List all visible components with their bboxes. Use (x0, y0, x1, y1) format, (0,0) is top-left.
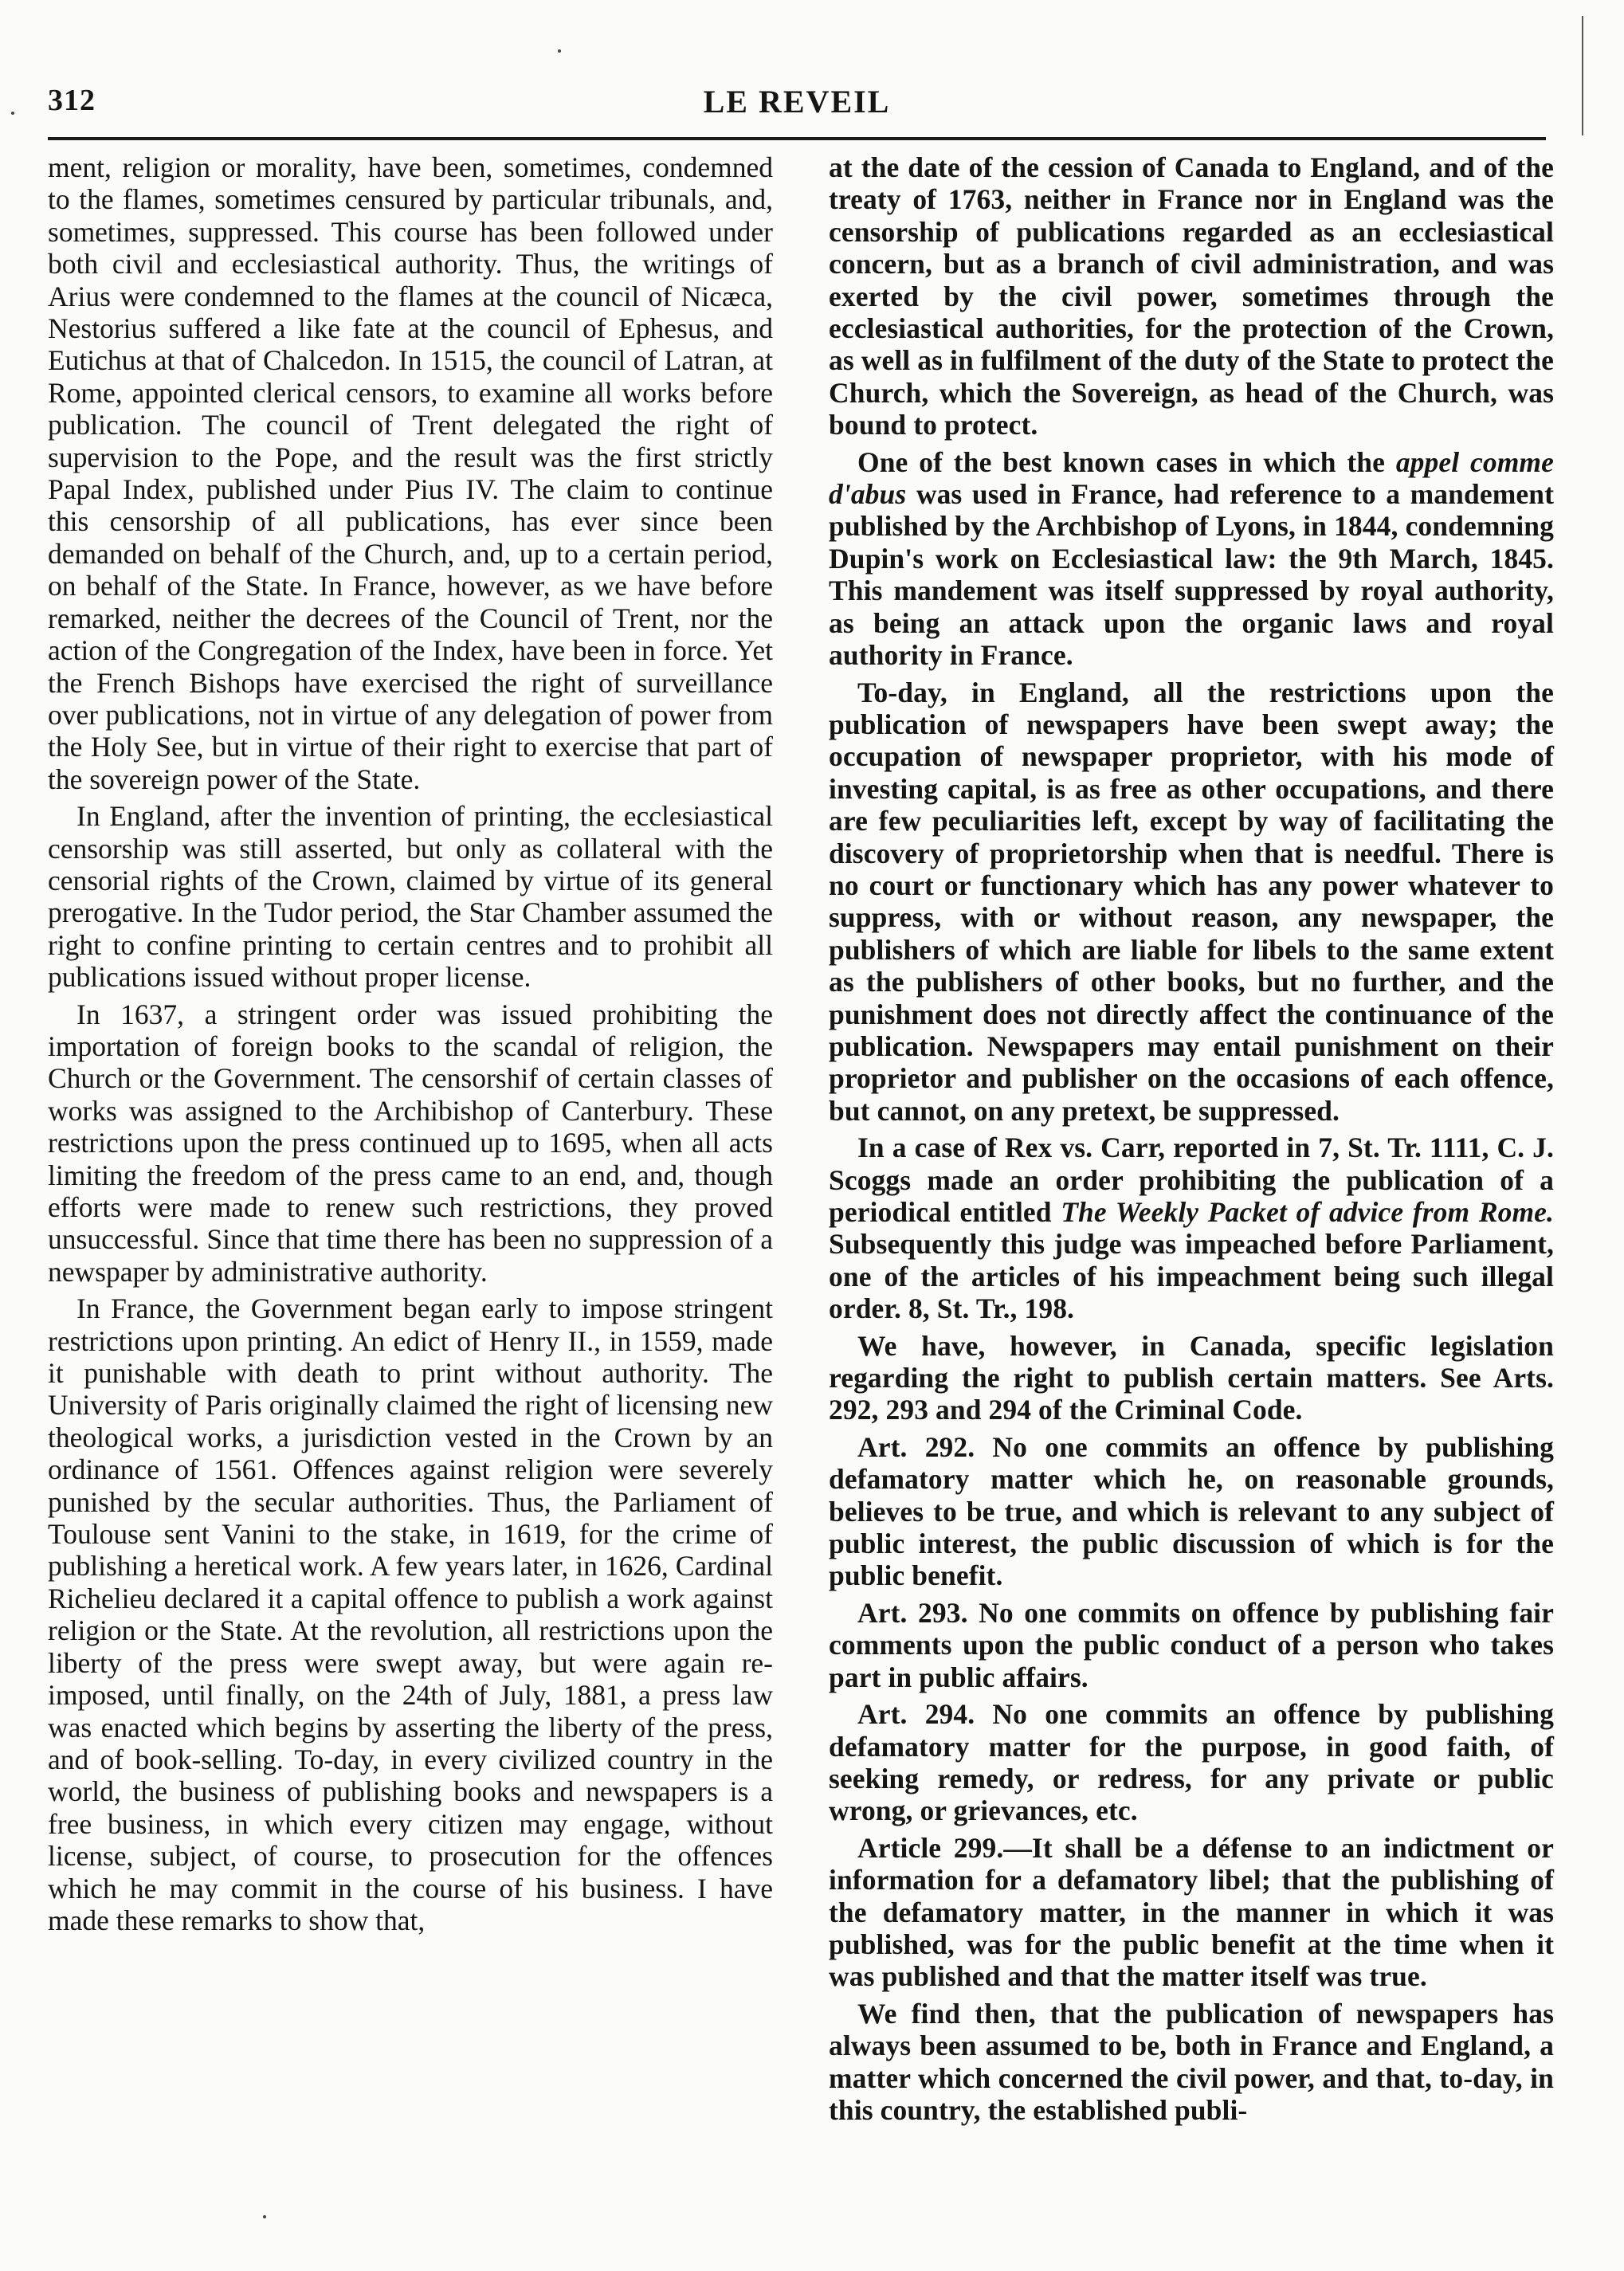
text-run: One of the best known cases in which the (857, 445, 1396, 478)
text-run: In a case of Rex vs. Carr, reported in 7, St. Tr. 1111, C. J. Scoggs made an order prohibiting the publication of a periodical entitled (829, 1132, 1554, 1228)
page-number: 312 (48, 84, 96, 117)
paragraph (829, 1132, 1554, 1324)
paragraph: In England, after the invention of printing, the ecclesiastical censorship was still asserted, but only as collateral with the censorial rights of the Crown, claimed by virtue of its general prerogative. In the Tudor period, the Star Chamber assumed the right to confine printing to certain centres and to prohibit all publications issued without proper license. (48, 800, 773, 994)
left-column (48, 151, 773, 2191)
paragraph (829, 446, 1554, 672)
text-run: Subsequently this judge was impeached before Parliament, one of the articles of his impeachment being such illegal order. 8, St. Tr., 198. (829, 1228, 1554, 1325)
paragraph: Art. 293. No one commits on offence by publishing fair comments upon the public conduct of a person who takes part in public affairs. (829, 1596, 1554, 1693)
print-speck (558, 49, 561, 53)
running-head: LE REVEIL (703, 84, 891, 120)
paragraph: Article 299.—It shall be a défense to an indictment or information for a defamatory libel; that the publishing of the defamatory matter, in the manner in which it was published, was for the public benefit at the time when it was published and that the matter itself was true. (829, 1831, 1554, 1993)
paragraph: We have, however, in Canada, specific legislation regarding the right to publish certain matters. See Arts. 292, 293 and 294 of the Criminal Code. (829, 1329, 1554, 1426)
italic-title: The Weekly Packet of advice from Rome. (1061, 1196, 1554, 1228)
print-speck (263, 2215, 266, 2218)
paragraph: To-day, in England, all the restrictions upon the publication of newspapers have been swept away; the occupation of newspaper proprietor, with his mode of investing capital, is as free as other occupations, and there are few peculiarities left, except by way of facilitating the discovery of proprietorship when that is needful. There is no court or functionary which has any power whatever to suppress, with or without reason, any newspaper, the publishers of which are liable for libels to the same extent as the publishers of other books, but no further, and the punishment does not directly affect the continuance of the publication. Newspapers may entail punishment on their proprietor and publisher on the occasions of each offence, but cannot, on any pretext, be suppressed. (829, 676, 1554, 1127)
paragraph: In France, the Government began early to impose stringent restrictions upon printing. An edict of Henry II., in 1559, made it punishable with death to print without authority. The University of Paris originally claimed the right of licensing new theological works, a jurisdiction vested in the Crown by an ordinance of 1561. Offences against religion were severely punished by the secular authorities. Thus, the Parliament of Toulouse sent Vanini to the stake, in 1619, for the crime of publishing a heretical work. A few years later, in 1626, Cardinal Richelieu declared it a capital offence to publish a work against religion or the State. At the revolution, all restrictions upon the liberty of the press were swept away, but were again re-imposed, until finally, on the 24th of July, 1881, a press law was enacted which begins by asserting the liberty of the press, and of book-selling. To-day, in every civilized country in the world, the business of publishing books and newspapers is a free business, in which every citizen may engage, without license, subject, of course, to prosecution for the offences which he may commit in the course of his business. I have made these remarks to show that, (48, 1292, 773, 1936)
print-speck (11, 112, 14, 115)
page-header (48, 83, 1546, 127)
paragraph: Art. 294. No one commits an offence by publishing defamatory matter for the purpose, in good faith, of seeking remedy, or redress, for any private or public wrong, or grievances, etc. (829, 1698, 1554, 1827)
paragraph: We find then, that the publication of newspapers has always been assumed to be, both in France and England, a matter which concerned the civil power, and that, to-day, in this country, the established publi- (829, 1997, 1554, 2126)
paragraph: at the date of the cession of Canada to England, and of the treaty of 1763, neither in France nor in England was the censorship of publications regarded as an ecclesiastical concern, but as a branch of civil administration, and was exerted by the civil power, sometimes through the ecclesiastical authorities, for the protection of the Crown, as well as in fulfilment of the duty of the State to protect the Church, which the Sovereign, as head of the Church, was bound to protect. (829, 151, 1554, 441)
header-rule (48, 137, 1546, 140)
page-edge-line (1582, 16, 1583, 135)
paragraph: Art. 292. No one commits an offence by publishing defamatory matter which he, on reasonable grounds, believes to be true, and which is relevant to any subject of public interest, the public discussion of which is for the public benefit. (829, 1430, 1554, 1592)
paragraph: ment, religion or morality, have been, sometimes, condemned to the flames, sometimes censured by particular tribunals, and, sometimes, suppressed. This course has been followed under both civil and ecclesiastical authority. Thus, the writings of Arius were condemned to the flames at the council of Nicæca, Nestorius suffered a like fate at the council of Ephesus, and Eutichus at that of Chalcedon. In 1515, the council of Latran, at Rome, appointed clerical censors, to examine all works before publication. The council of Trent delegated the right of supervision to the Pope, and the result was the first strictly Papal Index, published under Pius IV. The claim to continue this censorship of all publications, has ever since been demanded on behalf of the Church, and, up to a certain period, on behalf of the State. In France, however, as we have before remarked, neither the decrees of the Council of Trent, nor the action of the Congregation of the Index, have been in force. Yet the French Bishops have exercised the right of surveillance over publications, not in virtue of any delegation of power from the Holy See, but in virtue of their right to exercise that part of the sovereign power of the State. (48, 151, 773, 795)
text-run: was used in France, had reference to a mandement published by the Archbishop of Lyons, in 1844, condemning Dupin's work on Ecclesiastical law: the 9th March, 1845. This mandement was itself suppressed by royal authority, as being an attack upon the organic laws and royal authority in France. (829, 478, 1554, 672)
paragraph: In 1637, a stringent order was issued prohibiting the importation of foreign books to the scandal of religion, the Church or the Government. The censorshif of certain classes of works was assigned to the Archibishop of Canterbury. These restrictions upon the press continued up to 1695, when all acts limiting the freedom of the press came to an end, and, though efforts were made to renew such restrictions, they proved unsuccessful. Since that time there has been no suppression of a newspaper by administrative authority. (48, 998, 773, 1288)
italic-term: appel comme d'abus (829, 445, 1554, 511)
right-column (829, 151, 1554, 2191)
